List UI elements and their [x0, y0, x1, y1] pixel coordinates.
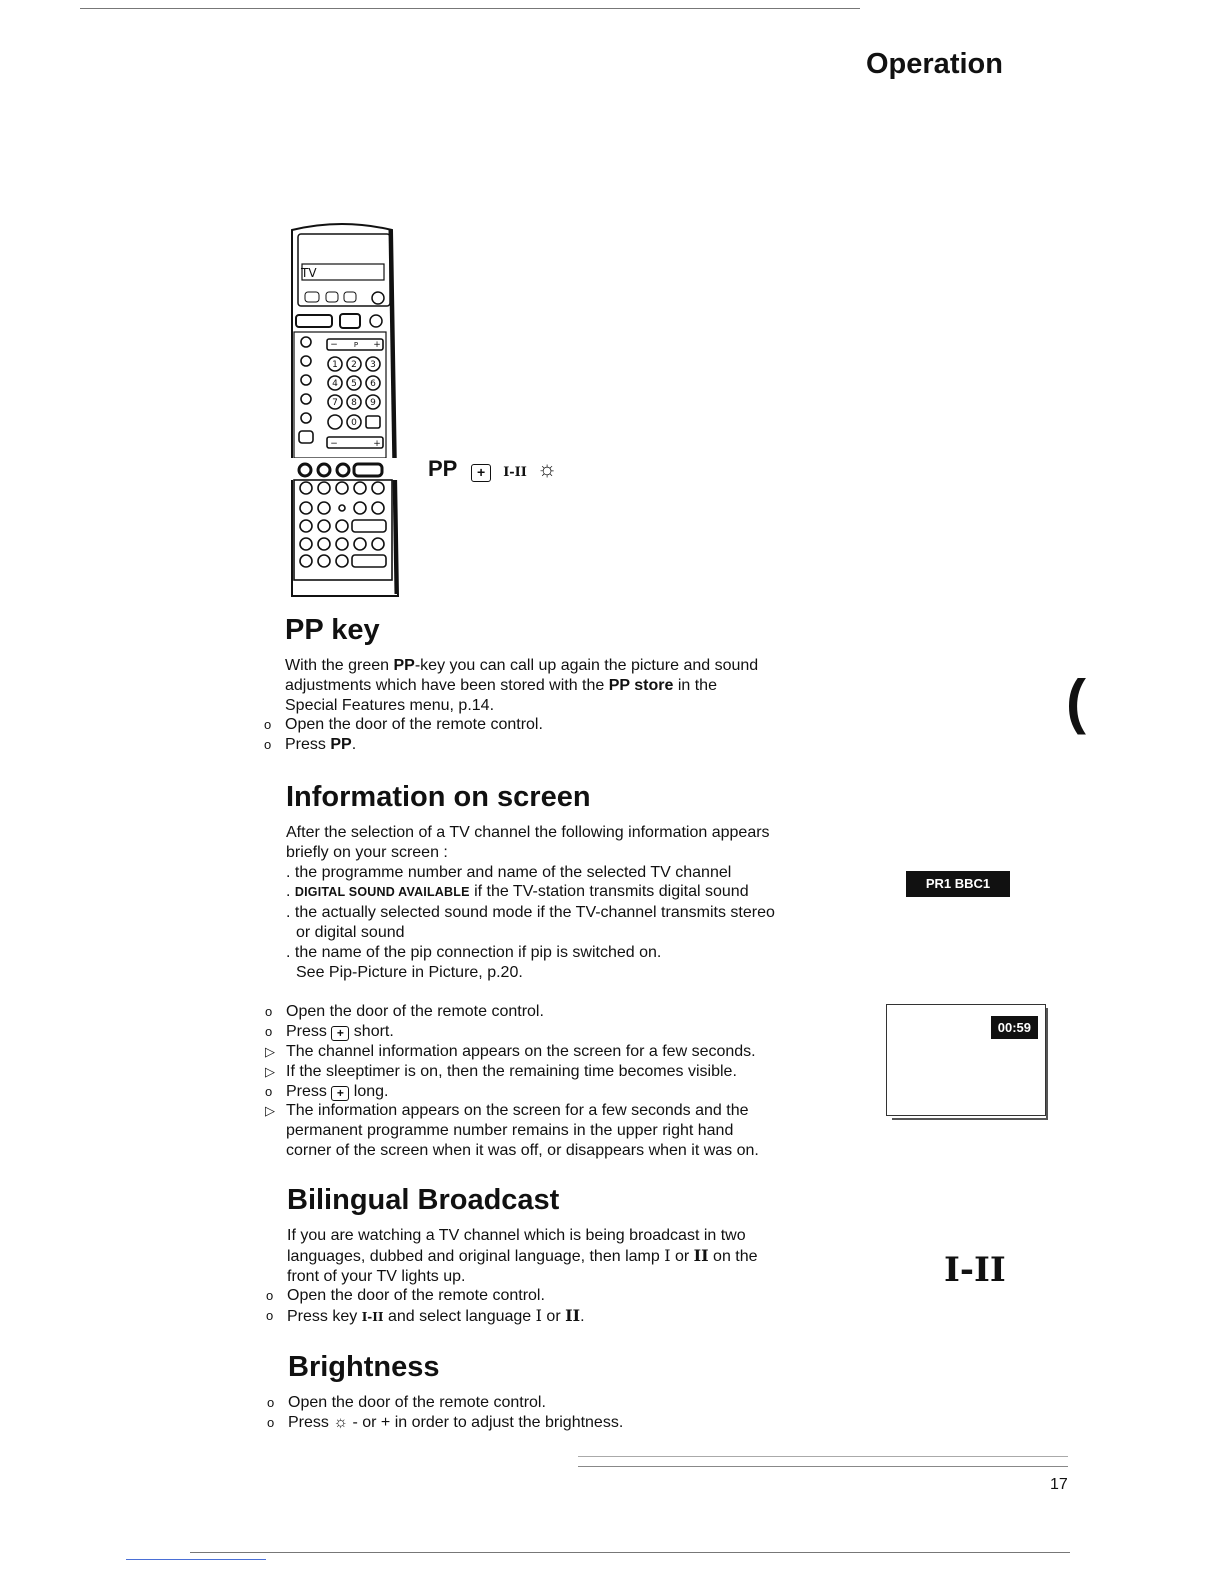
- step: o Press ☼ - or + in order to adjust the brightness.: [267, 1413, 624, 1431]
- bilingual-key-icon: I-II: [503, 465, 527, 480]
- svg-text:1: 1: [332, 360, 338, 370]
- margin-mark: (: [1066, 668, 1086, 735]
- remote-key-labels: [428, 456, 557, 482]
- svg-text:7: 7: [332, 398, 338, 408]
- brightness-icon: ☼: [333, 1413, 349, 1431]
- brightness-section: [267, 1351, 848, 1433]
- svg-text:+: +: [373, 340, 381, 350]
- svg-text:9: 9: [370, 398, 376, 408]
- paragraph: adjustments which have been stored with the PP store in the: [285, 676, 717, 694]
- paragraph: With the green PP-key you can call up again the picture and sound: [285, 657, 759, 674]
- info-key-icon: +: [471, 464, 491, 482]
- section-title: Bilingual Broadcast: [287, 1184, 560, 1216]
- bilingual-section: [266, 1184, 847, 1328]
- section-title: Brightness: [288, 1351, 440, 1383]
- page-title: Operation: [866, 48, 1003, 80]
- step: o Open the door of the remote control.: [265, 1003, 544, 1021]
- info-key-icon: +: [331, 1026, 349, 1041]
- info-section: [265, 781, 866, 1161]
- step: o Open the door of the remote control.: [266, 1287, 545, 1305]
- bilingual-key-icon: I-II: [361, 1310, 384, 1325]
- svg-text:4: 4: [332, 379, 338, 389]
- brightness-icon: ☼: [536, 456, 558, 481]
- list-item: or digital sound: [296, 923, 405, 941]
- step-result: ▷ The channel information appears on the screen for a few seconds.: [265, 1042, 756, 1060]
- section-title: Information on screen: [286, 781, 591, 813]
- list-item: . the name of the pip connection if pip is switched on.: [286, 943, 662, 961]
- step: o Open the door of the remote control.: [264, 716, 543, 734]
- svg-text:−: −: [330, 439, 338, 449]
- paragraph: briefly on your screen :: [286, 843, 448, 861]
- svg-text:P: P: [353, 341, 359, 349]
- info-key-icon: +: [331, 1086, 349, 1101]
- paragraph: front of your TV lights up.: [287, 1267, 466, 1285]
- remote-control-illustration: [286, 218, 406, 598]
- svg-text:3: 3: [370, 360, 376, 370]
- page-number: 17: [1050, 1476, 1068, 1493]
- scan-line: [578, 1466, 1068, 1467]
- paragraph: After the selection of a TV channel the following information appears: [286, 824, 770, 841]
- list-item: . DIGITAL SOUND AVAILABLE if the TV-station transmits digital sound: [286, 883, 749, 901]
- sleeptimer-display: 00:59: [992, 1017, 1037, 1038]
- list-item: . the actually selected sound mode if the TV-channel transmits stereo: [286, 904, 775, 922]
- scan-line: [190, 1552, 1070, 1553]
- scan-line: [126, 1559, 266, 1560]
- step-result-cont: corner of the screen when it was off, or disappears when it was on.: [286, 1141, 759, 1159]
- step-result-cont: permanent programme number remains in the upper right hand: [286, 1122, 734, 1140]
- step-result: ▷ If the sleeptimer is on, then the remaining time becomes visible.: [265, 1062, 737, 1080]
- svg-text:8: 8: [351, 398, 357, 408]
- bilingual-symbol: I-II: [944, 1250, 1006, 1290]
- step-result: ▷ The information appears on the screen for a few seconds and the: [265, 1102, 749, 1120]
- step: o Press + long.: [265, 1082, 389, 1100]
- svg-text:2: 2: [351, 360, 357, 370]
- step: o Press PP.: [264, 736, 357, 754]
- section-title: PP key: [285, 614, 380, 646]
- svg-text:6: 6: [370, 379, 376, 389]
- pp-key-label: PP: [428, 456, 457, 481]
- list-item: . the programme number and name of the selected TV channel: [286, 863, 732, 881]
- tv-screen-illustration: [886, 1004, 1046, 1116]
- remote-display-label: TV: [301, 266, 317, 280]
- svg-text:0: 0: [351, 418, 357, 428]
- svg-text:−: −: [330, 340, 338, 350]
- pp-key-section: [264, 614, 845, 755]
- svg-text:5: 5: [351, 379, 357, 389]
- step: o Open the door of the remote control.: [267, 1394, 546, 1411]
- paragraph: If you are watching a TV channel which is being broadcast in two: [287, 1227, 746, 1244]
- list-item: See Pip-Picture in Picture, p.20.: [296, 963, 523, 981]
- step: o Press + short.: [265, 1023, 394, 1041]
- svg-text:+: +: [373, 439, 381, 449]
- paragraph: languages, dubbed and original language, then lamp I or II on the: [287, 1245, 758, 1265]
- step: o Press key I-II and select language I or II.: [266, 1306, 585, 1326]
- scan-line: [80, 8, 860, 9]
- scan-line: [578, 1456, 1068, 1457]
- osd-channel-label: PR1 BBC1: [906, 871, 1010, 897]
- paragraph: Special Features menu, p.14.: [285, 696, 495, 714]
